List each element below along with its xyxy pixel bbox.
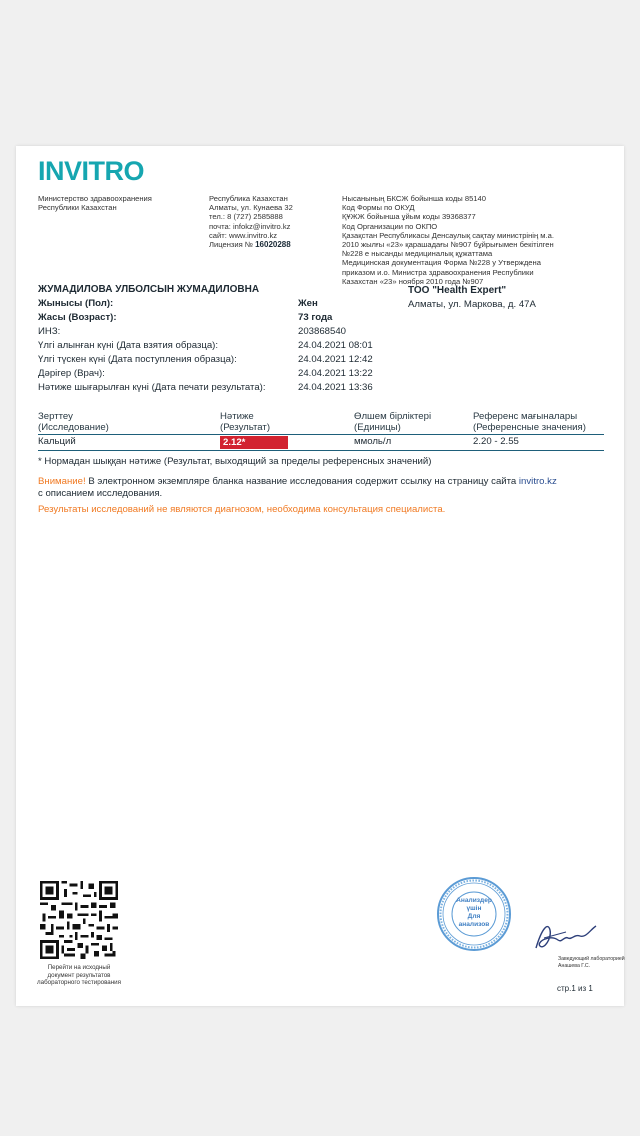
inz-value: 203868540	[298, 326, 347, 337]
form-info-line: Казахстан «23» ноября 2010 года №907	[342, 276, 484, 286]
address-line: тел.: 8 (727) 2585888	[209, 212, 283, 222]
org-name: ТОО "Health Expert"	[408, 285, 507, 296]
stamp	[436, 876, 512, 952]
site-line: сайт: www.invitro.kz	[209, 230, 278, 240]
stamp-text: Анализдер	[456, 897, 492, 904]
email-line: почта: infokz@invitro.kz	[209, 221, 291, 231]
patient-name: ЖУМАДИЛОВА УЛБОЛСЫН ЖУМАДИЛОВНА	[38, 284, 260, 295]
sample-date-value: 24.04.2021 08:01	[298, 340, 373, 351]
ministry-line: Республики Казахстан	[38, 203, 117, 213]
form-info-line: Нысанының БКСЖ бойынша коды 85140	[342, 194, 486, 203]
ministry-line: Министерство здравоохранения	[38, 194, 152, 203]
abnormal-note: * Нормадан шыққан нәтиже (Результат, выходящий за пределы референсных значений)	[38, 456, 432, 467]
org-block	[408, 284, 536, 312]
sample-date-label: Үлгі алынған күні (Дата взятия образца):	[38, 340, 219, 351]
address-line: Алматы, ул. Кунаева 32	[209, 203, 293, 213]
form-info-line: Қазақстан Республикасы Денсаулық сақтау министрінің м.а.	[342, 230, 554, 240]
address-block	[209, 194, 293, 249]
site-link[interactable]: www.invitro.kz	[228, 230, 278, 240]
sex-value: Жен	[298, 298, 318, 309]
table-row	[38, 435, 604, 450]
email-link[interactable]: infokz@invitro.kz	[232, 221, 291, 231]
units-value: ммоль/л	[354, 436, 392, 447]
license-line: Лицензия № 16020288	[209, 240, 291, 250]
form-info-line: Код Формы по ОКУД	[342, 203, 415, 213]
form-info-line: Код Организации по ОКПО	[342, 221, 438, 231]
qr-code-icon[interactable]	[40, 881, 118, 959]
invitro-site-link[interactable]: invitro.kz	[518, 476, 557, 487]
page-number: стр.1 из 1	[557, 984, 593, 993]
address-line: Республика Казахстан	[209, 194, 288, 203]
signature-icon	[526, 916, 602, 956]
col-header-result: Нәтиже (Результат)	[220, 411, 271, 433]
disclaimer: Результаты исследований не являются диагнозом, необходима консультация специалиста.	[38, 504, 446, 515]
receipt-date-value: 24.04.2021 12:42	[298, 354, 373, 365]
qr-caption: Перейти на исходный документ результатов лабораторного тестирования	[37, 964, 121, 987]
test-name-link[interactable]: Кальций	[38, 436, 76, 447]
form-info-line: приказом и.о. Министра здравоохранения Республики	[342, 267, 534, 277]
print-date-value: 24.04.2021 13:36	[298, 382, 373, 393]
form-info-block	[342, 194, 554, 286]
col-header-reference: Референс мағыналары (Референсные значения)	[473, 411, 586, 433]
attention-label: Внимание!	[38, 476, 86, 487]
result-value-abnormal: 2.12*	[220, 436, 288, 449]
inz-label: ИНЗ:	[38, 326, 61, 337]
receipt-date-label: Үлгі түскен күні (Дата поступления образца):	[38, 354, 237, 365]
signature-caption: Заведующий лабораторией Анашева Г.С.	[558, 956, 625, 969]
form-info-line: 2010 жылғы «23» қарашадағы №907 бұйрығымен бекітілген	[342, 240, 554, 250]
license-number: 16020288	[255, 240, 291, 250]
patient-fields	[38, 297, 266, 395]
org-address: Алматы, ул. Маркова, д. 47А	[408, 299, 536, 310]
col-header-units: Өлшем бірліктері (Единицы)	[354, 411, 432, 433]
invitro-logo: INVITRO	[38, 156, 145, 186]
stamp-text: анализов	[458, 921, 490, 928]
ministry-block	[38, 194, 152, 212]
reference-value: 2.20 - 2.55	[473, 436, 519, 447]
attention-text: В электронном экземпляре бланка название исследования содержит ссылку на страницу сайта	[85, 476, 519, 487]
doctor-label: Дәрігер (Врач):	[38, 368, 105, 379]
stamp-text: Для	[467, 913, 481, 920]
col-header-test: Зерттеу (Исследование)	[38, 411, 109, 433]
print-date-label: Нәтиже шығарылған күні (Дата печати результата):	[38, 382, 266, 393]
stamp-text: үшін	[466, 905, 482, 912]
form-info-line: Медицинская документация Форма №228 у Утверждена	[342, 258, 541, 268]
doctor-value: 24.04.2021 13:22	[298, 368, 373, 379]
attention-note	[38, 476, 608, 500]
result-document	[16, 146, 624, 1006]
sex-label: Жынысы (Пол):	[38, 298, 114, 309]
table-bottom-divider	[38, 450, 604, 451]
attention-text-line2: с описанием исследования.	[38, 488, 163, 499]
age-label: Жасы (Возраст):	[38, 312, 117, 323]
form-info-line: ҚҰЖЖ бойынша ұйым коды 39368377	[342, 212, 476, 222]
age-value: 73 года	[298, 312, 333, 323]
form-info-line: №228 е нысанды медициналық құжаттама	[342, 249, 493, 259]
patient-values	[298, 297, 373, 395]
